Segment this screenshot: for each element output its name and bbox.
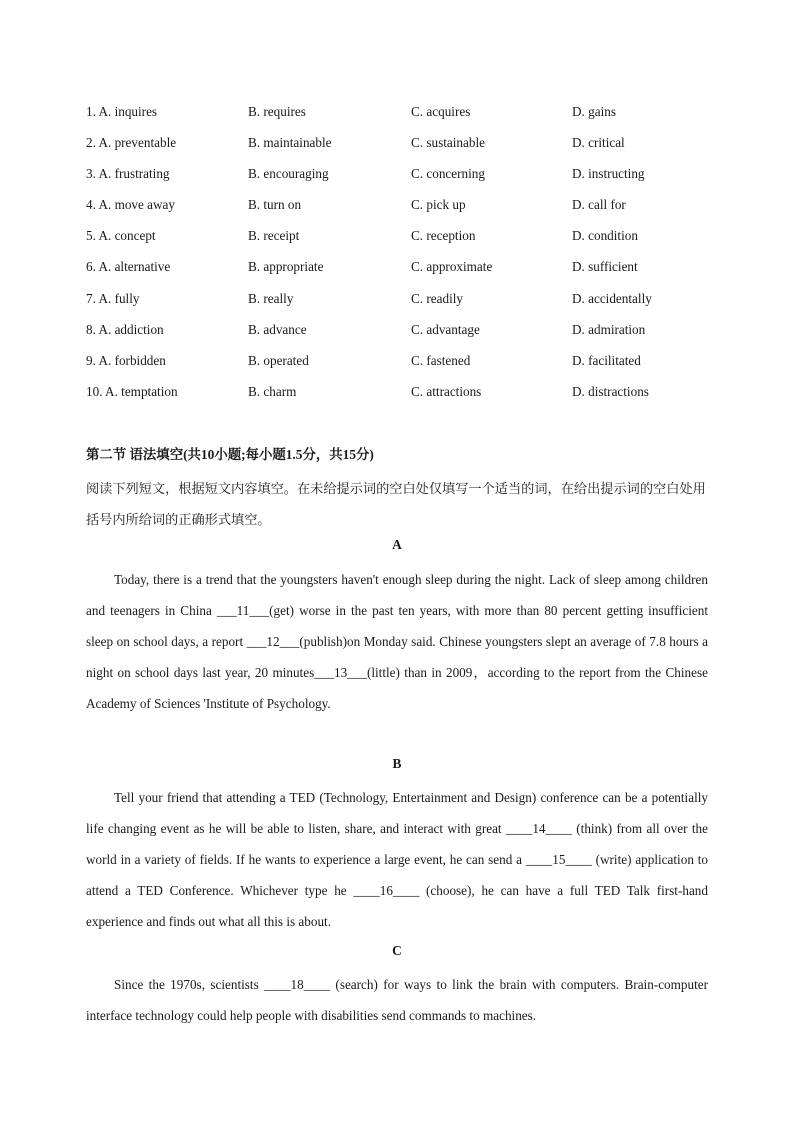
option-c: C. approximate [411,259,493,275]
option-a: 6. A. alternative [86,259,171,275]
option-c: C. acquires [411,104,471,119]
passage-a-heading: A [392,537,402,552]
passage-a-text: Today, there is a trend that the youngsters haven't enough sleep during the night. Lack of sleep among children and teenagers in China ___11___(get) worse in the past ten years, with more than 80 percent getting insufficient sleep on school days, a report ___12___(publish)on Monday said. Chinese youngsters slept an average of 7.8 hours a night on school days last year, 20 minutes___13___(little) than in 2009，according to the report from the Chinese Academy of Sciences 'Institute of Psychology. [86,572,708,712]
option-b: B. really [248,290,294,306]
option-a: 9. A. forbidden [86,352,166,368]
option-a: 7. A. fully [86,290,140,306]
option-b: B. charm [248,383,297,399]
section-instructions: 阅读下列短文，根据短文内容填空。在未给提示词的空白处仅填写一个适当的词，在给出提示词的空白处用括号内所给词的正确形式填空。 [86,482,706,528]
option-a: 3. A. frustrating [86,166,170,182]
option-b: B. encouraging [248,166,329,182]
option-row [86,163,726,194]
option-row [86,194,726,225]
option-b: B. turn on [248,197,302,213]
option-c: C. reception [411,228,476,244]
option-b: B. receipt [248,228,300,244]
option-c: C. attractions [411,383,482,399]
passage-c-heading: C [392,943,402,958]
option-c: C. concerning [411,166,485,182]
option-row [86,350,726,381]
option-c: C. sustainable [411,135,485,151]
section-title: 第二节 语法填空(共10小题;每小题1.5分，共15分) [86,447,374,462]
option-c: C. fastened [411,352,471,368]
option-b: B. requires [248,104,306,119]
option-d: D. call for [572,197,626,213]
option-d: D. facilitated [572,352,641,368]
option-d: D. gains [572,104,616,119]
option-row [86,225,726,256]
passage-b-heading: B [392,756,402,771]
option-c: C. readily [411,290,464,306]
option-b: B. maintainable [248,135,332,151]
option-a: 1. A. inquires [86,104,158,119]
options-table [86,101,726,412]
option-d: D. instructing [572,166,645,182]
option-b: B. advance [248,321,307,337]
option-d: D. condition [572,228,638,244]
option-c: C. pick up [411,197,466,213]
option-row [86,256,726,287]
option-a: 2. A. preventable [86,135,177,151]
option-c: C. advantage [411,321,480,337]
option-b: B. operated [248,352,309,368]
option-d: D. sufficient [572,259,638,275]
option-row [86,132,726,163]
option-a: 5. A. concept [86,228,156,244]
option-d: D. admiration [572,321,646,337]
option-b: B. appropriate [248,259,324,275]
option-d: D. distractions [572,383,649,399]
option-row [86,381,726,412]
option-d: D. critical [572,135,625,151]
passage-b-text: Tell your friend that attending a TED (Technology, Entertainment and Design) conference can be a potentially life changing event as he will be able to listen, share, and interact with great ____14____ (think) from all over the world in a variety of fields. If he wants to experience a large event, he can send a ____15____ (write) application to attend a TED Conference. Whichever type he ____16____ (choose), he can have a full TED Talk first-hand experience and finds out what all this is about. [86,790,708,930]
option-a: 4. A. move away [86,197,175,213]
option-row [86,101,726,132]
option-row [86,319,726,350]
option-d: D. accidentally [572,290,652,306]
passage-c-text: Since the 1970s, scientists ____18____ (search) for ways to link the brain with computers. Brain-computer interface technology could help people with disabilities send commands to machines. [86,977,708,1024]
option-a: 10. A. temptation [86,383,178,399]
option-row [86,288,726,319]
option-a: 8. A. addiction [86,321,164,337]
